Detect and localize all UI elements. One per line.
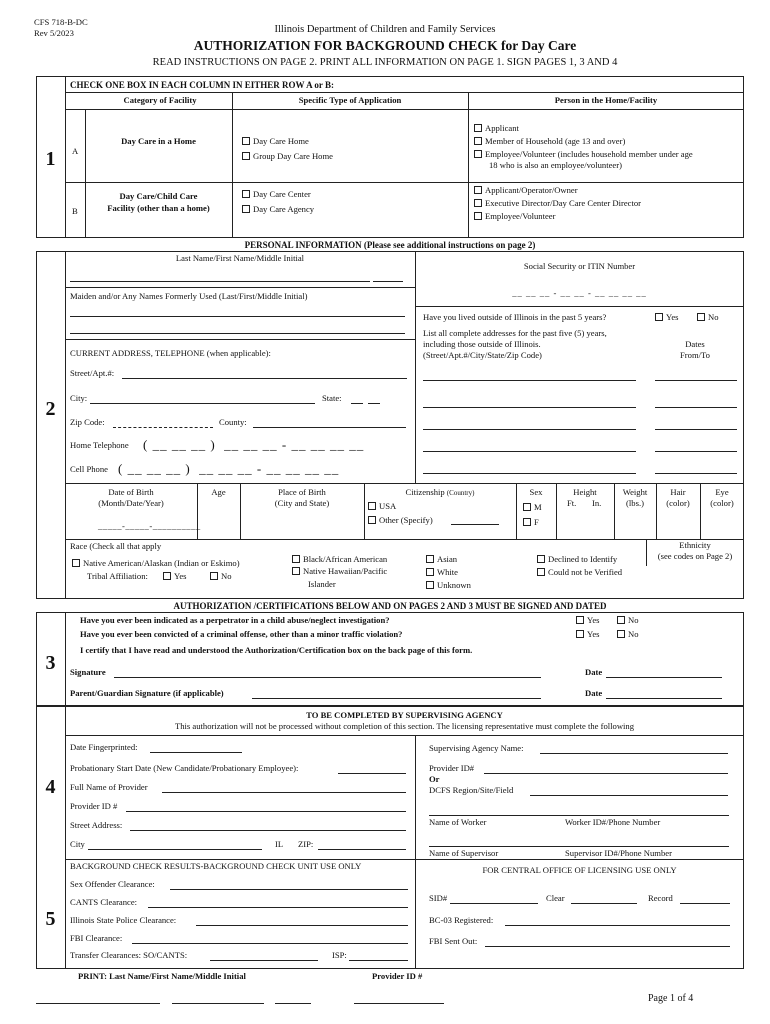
city-field-4[interactable]	[88, 849, 262, 850]
footer-provider-id-label: Provider ID #	[372, 971, 423, 981]
maiden-name-field-1[interactable]	[70, 316, 405, 317]
clear-field[interactable]	[571, 903, 637, 904]
outside-illinois-question: Have you lived outside of Illinois in the past 5 years?	[423, 312, 607, 322]
abuse-question: Have you ever been indicated as a perpetrator in a child abuse/neglect investigation?	[80, 615, 390, 625]
type-day-care-center[interactable]: Day Care Center	[242, 190, 311, 200]
col-person-header: Person in the Home/Facility	[554, 95, 658, 105]
person-applicant-operator[interactable]: Applicant/Operator/Owner	[474, 186, 578, 196]
row-a-label: A	[72, 146, 79, 156]
state-label: State:	[322, 393, 342, 403]
city-label: City:	[70, 393, 88, 403]
supervising-agency-note: This authorization will not be processed without completion of this section. The licensing representative must complete the following	[174, 721, 635, 731]
print-last-name-field[interactable]	[36, 1003, 160, 1004]
state-field-2[interactable]	[368, 403, 380, 404]
worker-field[interactable]	[429, 815, 729, 816]
form-revision: Rev 5/2023	[34, 28, 74, 38]
address-list-note-2: including those outside of Illinois.	[423, 339, 541, 349]
sid-label: SID#	[429, 893, 448, 903]
checkbox[interactable]	[163, 572, 171, 580]
checkbox[interactable]	[426, 568, 434, 576]
type-day-care-agency[interactable]: Day Care Agency	[242, 205, 314, 215]
checkbox[interactable]	[368, 502, 376, 510]
city-label-4: City	[70, 839, 85, 849]
street-address-field[interactable]	[130, 830, 406, 831]
prev-address-4[interactable]	[423, 451, 636, 452]
prob-start-label: Probationary Start Date (New Candidate/Probationary Employee):	[70, 763, 299, 773]
name-field[interactable]	[70, 281, 370, 282]
address-list-note-1: List all complete addresses for the past five (5) years,	[423, 328, 607, 338]
col-type-header: Specific Type of Application	[298, 95, 402, 105]
footer-provider-id-field[interactable]	[354, 1003, 444, 1004]
height-ft: Ft.	[567, 498, 577, 508]
record-label: Record	[648, 893, 673, 903]
dob-format: (Month/Date/Year)	[98, 498, 164, 508]
parent-date-field[interactable]	[606, 698, 722, 699]
checkbox[interactable]	[617, 616, 625, 624]
checkbox[interactable]	[474, 150, 482, 158]
ethnicity-note: (see codes on Page 2)	[657, 551, 733, 561]
checkbox[interactable]	[242, 137, 250, 145]
checkbox[interactable]	[537, 555, 545, 563]
authorization-banner: AUTHORIZATION /CERTIFICATIONS BELOW AND ON PAGES 2 AND 3 MUST BE SIGNED AND DATED	[173, 601, 607, 611]
prob-start-field[interactable]	[338, 773, 406, 774]
provider-id-label: Provider ID #	[70, 801, 118, 811]
parent-date-label: Date	[585, 688, 603, 698]
cell-phone-label: Cell Phone	[70, 464, 108, 474]
weight-label: Weight	[622, 487, 648, 497]
checkbox[interactable]	[72, 559, 80, 567]
race-black[interactable]: Black/African American	[292, 555, 387, 565]
criminal-no[interactable]: No	[617, 630, 639, 640]
height-label: Height	[573, 487, 597, 497]
person-applicant[interactable]: Applicant	[474, 124, 519, 134]
zip-label-4: ZIP:	[298, 839, 314, 849]
page-title: AUTHORIZATION FOR BACKGROUND CHECK for Day Care	[193, 38, 577, 53]
agency-name: Illinois Department of Children and Family Services	[274, 24, 496, 35]
supervisor-field[interactable]	[429, 846, 729, 847]
checkbox[interactable]	[242, 152, 250, 160]
prev-dates-5[interactable]	[655, 473, 737, 474]
criminal-question: Have you ever been convicted of a criminal offense, other than a minor traffic violation?	[80, 629, 403, 639]
il-label: IL	[275, 839, 284, 849]
race-unknown[interactable]: Unknown	[426, 581, 471, 591]
ethnicity-label: Ethnicity	[679, 540, 711, 550]
checkbox[interactable]	[242, 205, 250, 213]
section-5-number: 5	[45, 908, 56, 930]
citizenship-other[interactable]: Other (Specify)	[368, 516, 433, 526]
prev-dates-2[interactable]	[655, 407, 737, 408]
cants-label: CANTS Clearance:	[70, 897, 138, 907]
fbi-sent-label: FBI Sent Out:	[429, 936, 478, 946]
worker-id-label: Worker ID#/Phone Number	[565, 817, 661, 827]
fbi-clearance-label: FBI Clearance:	[70, 933, 123, 943]
hair-label: Hair	[670, 487, 686, 497]
checkbox[interactable]	[474, 199, 482, 207]
full-name-field[interactable]	[162, 792, 406, 793]
pob-label: Place of Birth	[278, 487, 326, 497]
clear-label: Clear	[546, 893, 565, 903]
street-label: Street/Apt.#:	[70, 368, 115, 378]
hair-color: (color)	[666, 498, 690, 508]
signature-date-field[interactable]	[606, 677, 722, 678]
type-day-care-home[interactable]: Day Care Home	[242, 137, 309, 147]
checkbox[interactable]	[474, 137, 482, 145]
dates-label: Dates	[685, 339, 705, 349]
checkbox[interactable]	[576, 630, 584, 638]
date-fingerprinted-field[interactable]	[150, 752, 242, 753]
prev-address-5[interactable]	[423, 473, 636, 474]
supervisor-name-label: Name of Supervisor	[429, 848, 499, 858]
person-employee-volunteer[interactable]: Employee/Volunteer (includes household member under age	[474, 150, 693, 160]
checkbox[interactable]	[368, 516, 376, 524]
signature-field[interactable]	[114, 677, 541, 678]
abuse-yes[interactable]: Yes	[576, 616, 600, 626]
zip-label: Zip Code:	[70, 417, 105, 427]
fbi-clearance-field[interactable]	[132, 943, 408, 944]
dcfs-region-field[interactable]	[530, 795, 728, 796]
prev-address-3[interactable]	[423, 429, 636, 430]
race-native[interactable]: Native American/Alaskan (Indian or Eskimo)	[72, 559, 240, 569]
row-b-label: B	[72, 206, 78, 216]
prev-dates-4[interactable]	[655, 451, 737, 452]
home-phone-field[interactable]: ( __ __ __ ) __ __ __ - __ __ __ __	[143, 437, 365, 452]
print-middle-initial-field[interactable]	[275, 1003, 311, 1004]
checkbox[interactable]	[523, 518, 531, 526]
prev-address-1[interactable]	[423, 380, 636, 381]
checkbox[interactable]	[576, 616, 584, 624]
eye-color: (color)	[710, 498, 734, 508]
type-group-day-care-home[interactable]: Group Day Care Home	[242, 152, 333, 162]
address-list-note-3: (Street/Apt.#/City/State/Zip Code)	[423, 350, 542, 360]
tribal-no[interactable]: No	[210, 572, 232, 582]
checkbox[interactable]	[474, 124, 482, 132]
personal-info-heading: PERSONAL INFORMATION (Please see additional instructions on page 2)	[244, 240, 536, 250]
section-1-heading: CHECK ONE BOX IN EACH COLUMN IN EITHER ROW A or B:	[70, 80, 334, 90]
provider-id2-field[interactable]	[484, 773, 728, 774]
checkbox[interactable]	[537, 568, 545, 576]
sex-label: Sex	[529, 487, 543, 497]
print-first-name-field[interactable]	[172, 1003, 264, 1004]
citizenship-usa[interactable]: USA	[368, 502, 396, 512]
worker-name-label: Name of Worker	[429, 817, 487, 827]
middle-initial-field[interactable]	[373, 281, 403, 282]
checkbox[interactable]	[617, 630, 625, 638]
name-label: Last Name/First Name/Middle Initial	[175, 253, 305, 263]
row-a-category: Day Care in a Home	[121, 136, 196, 146]
central-office-heading: FOR CENTRAL OFFICE OF LICENSING USE ONLY	[482, 865, 677, 875]
race-islander: Islander	[308, 579, 336, 589]
parent-signature-label: Parent/Guardian Signature (if applicable)	[70, 688, 224, 698]
citizenship-label: Citizenship (Country)	[405, 487, 475, 497]
sid-field[interactable]	[450, 903, 538, 904]
prev-dates-1[interactable]	[655, 380, 737, 381]
county-field[interactable]	[253, 427, 406, 428]
pob-format: (City and State)	[274, 498, 330, 508]
print-name-label: PRINT: Last Name/First Name/Middle Initial	[78, 971, 246, 981]
person-household-member[interactable]: Member of Household (age 13 and over)	[474, 137, 625, 147]
prev-dates-3[interactable]	[655, 429, 737, 430]
dob-label: Date of Birth	[108, 487, 154, 497]
race-hawaiian[interactable]: Native Hawaiian/Pacific	[292, 567, 387, 577]
dob-field[interactable]: _____-_____-__________	[98, 521, 201, 531]
state-field-1[interactable]	[351, 403, 363, 404]
supervisor-id-label: Supervisor ID#/Phone Number	[565, 848, 672, 858]
county-label: County:	[219, 417, 247, 427]
sex-m[interactable]: M	[523, 503, 542, 513]
checkbox[interactable]	[474, 212, 482, 220]
background-results-heading: BACKGROUND CHECK RESULTS-BACKGROUND CHECK UNIT USE ONLY	[70, 861, 362, 871]
transfer-clearances-label: Transfer Clearances: SO/CANTS:	[70, 950, 188, 960]
supervising-agency-heading: TO BE COMPLETED BY SUPERVISING AGENCY	[306, 710, 503, 720]
person-employee-note: 18 who is also an employee/volunteer)	[489, 160, 622, 170]
or-label: Or	[429, 774, 440, 784]
race-white[interactable]: White	[426, 568, 458, 578]
checkbox[interactable]	[210, 572, 218, 580]
checkbox[interactable]	[474, 186, 482, 194]
signature-date-label: Date	[585, 667, 603, 677]
fbi-sent-field[interactable]	[485, 946, 730, 947]
bc03-label: BC-03 Registered:	[429, 915, 494, 925]
city-field[interactable]	[90, 403, 315, 404]
maiden-name-field-2[interactable]	[70, 333, 405, 334]
bc03-field[interactable]	[505, 925, 730, 926]
section-4-5-frame	[36, 706, 744, 969]
from-to-label: From/To	[680, 350, 710, 360]
race-label: Race (Check all that apply	[70, 541, 162, 551]
height-in: In.	[592, 498, 602, 508]
street-address-label: Street Address:	[70, 820, 123, 830]
sex-offender-label: Sex Offender Clearance:	[70, 879, 155, 889]
sex-offender-field[interactable]	[170, 889, 408, 890]
section-3-number: 3	[45, 652, 56, 674]
isp2-label: ISP:	[332, 950, 347, 960]
checkbox[interactable]	[426, 581, 434, 589]
row-b-category-line2: Facility (other than a home)	[107, 203, 210, 213]
checkbox[interactable]	[655, 313, 663, 321]
so-cants-field[interactable]	[210, 960, 318, 961]
provider-id-field[interactable]	[126, 811, 406, 812]
eye-label: Eye	[715, 487, 729, 497]
person-employee-volunteer-b[interactable]: Employee/Volunteer	[474, 212, 555, 222]
race-asian[interactable]: Asian	[426, 555, 457, 565]
race-not-verified[interactable]: Could not be Verified	[537, 568, 622, 578]
current-address-label: CURRENT ADDRESS, TELEPHONE (when applicable):	[70, 348, 271, 358]
tribal-yes[interactable]: Yes	[163, 572, 187, 582]
page-number: Page 1 of 4	[648, 993, 694, 1004]
zip-field-4[interactable]	[318, 849, 406, 850]
age-label: Age	[211, 487, 226, 497]
signature-label: Signature	[70, 667, 106, 677]
home-phone-label: Home Telephone	[70, 440, 129, 450]
date-fingerprinted-label: Date Fingerprinted:	[70, 742, 138, 752]
abuse-no[interactable]: No	[617, 616, 639, 626]
checkbox[interactable]	[242, 190, 250, 198]
col-category-header: Category of Facility	[123, 95, 197, 105]
supervising-agency-name-label: Supervising Agency Name:	[429, 743, 524, 753]
section-4-number: 4	[45, 776, 56, 798]
checkbox[interactable]	[292, 567, 300, 575]
cell-phone-field[interactable]: ( __ __ __ ) __ __ __ - __ __ __ __	[118, 461, 340, 476]
form-id: CFS 718-B-DC	[34, 17, 88, 27]
supervising-agency-name-field[interactable]	[540, 753, 728, 754]
outside-no[interactable]: No	[697, 313, 719, 323]
tribal-affiliation: Tribal Affiliation:	[87, 571, 148, 581]
checkbox[interactable]	[292, 555, 300, 563]
checkbox[interactable]	[697, 313, 705, 321]
isp2-field[interactable]	[349, 960, 408, 961]
street-field[interactable]	[122, 378, 407, 379]
parent-signature-field[interactable]	[252, 698, 541, 699]
section-2-number: 2	[45, 398, 56, 420]
provider-id2-label: Provider ID#	[429, 763, 475, 773]
criminal-yes[interactable]: Yes	[576, 630, 600, 640]
weight-unit: (lbs.)	[626, 498, 644, 508]
record-field[interactable]	[680, 903, 730, 904]
citizenship-other-field[interactable]	[451, 524, 499, 525]
checkbox[interactable]	[426, 555, 434, 563]
isp-clearance-label: Illinois State Police Clearance:	[70, 915, 177, 925]
checkbox[interactable]	[523, 503, 531, 511]
outside-yes[interactable]: Yes	[655, 313, 679, 323]
instructions-line: READ INSTRUCTIONS ON PAGE 2. PRINT ALL INFORMATION ON PAGE 1. SIGN PAGES 1, 3 AND 4	[152, 57, 618, 68]
dcfs-region-label: DCFS Region/Site/Field	[429, 785, 514, 795]
ssn-label: Social Security or ITIN Number	[523, 261, 636, 271]
section-1-number: 1	[45, 148, 56, 170]
row-b-category-line1: Day Care/Child Care	[119, 191, 198, 201]
isp-clearance-field[interactable]	[196, 925, 408, 926]
maiden-name-label: Maiden and/or Any Names Formerly Used (Last/First/Middle Initial)	[70, 291, 308, 301]
cants-field[interactable]	[148, 907, 408, 908]
race-declined[interactable]: Declined to Identify	[537, 555, 617, 565]
zip-field[interactable]	[113, 427, 213, 428]
person-executive-director[interactable]: Executive Director/Day Care Center Director	[474, 199, 641, 209]
full-name-label: Full Name of Provider	[70, 782, 148, 792]
ssn-field[interactable]: __ __ __ - __ __ - __ __ __ __	[512, 288, 647, 298]
certify-statement: I certify that I have read and understood the Authorization/Certification box on the back page of this form.	[80, 645, 473, 655]
sex-f[interactable]: F	[523, 518, 539, 528]
prev-address-2[interactable]	[423, 407, 636, 408]
